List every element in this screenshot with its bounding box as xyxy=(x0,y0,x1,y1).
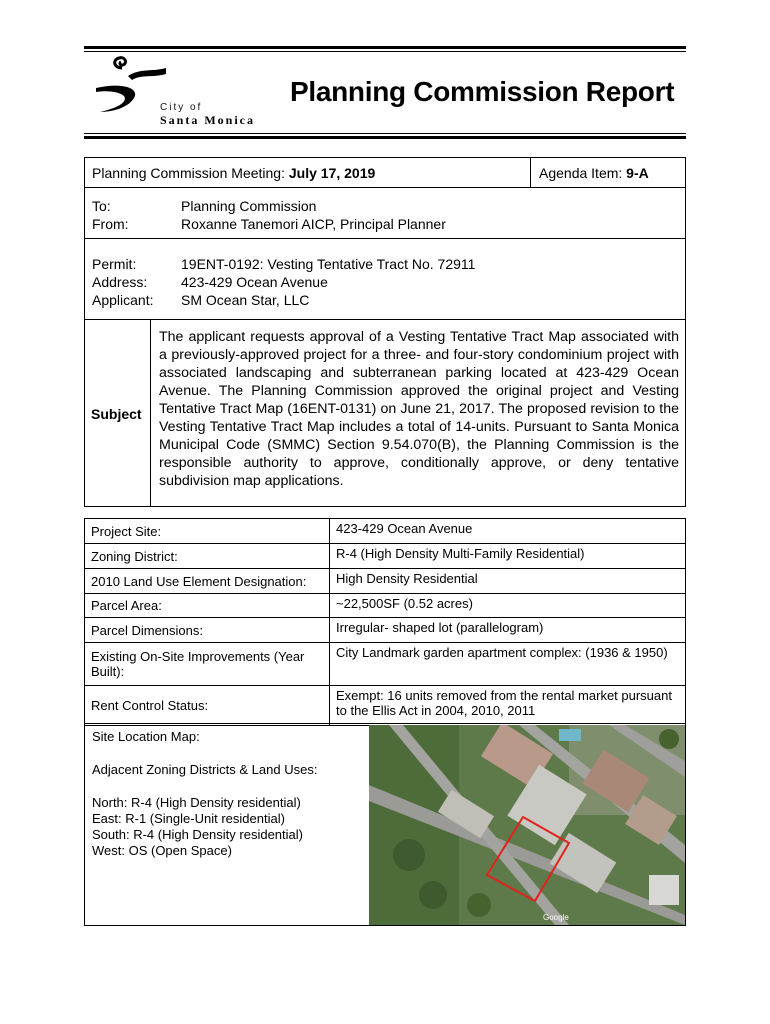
adjacent-north: North: R-4 (High Density residential) xyxy=(92,795,301,810)
from-line xyxy=(92,215,446,233)
site-location-cell xyxy=(84,723,686,926)
meeting-divider xyxy=(530,158,531,187)
table-label-cell: Parcel Dimensions: xyxy=(85,618,330,643)
table-label-cell: Existing On-Site Improvements (Year Built): xyxy=(85,643,330,686)
applicant-line xyxy=(92,291,309,309)
table-row xyxy=(85,594,686,618)
agenda-value: 9-A xyxy=(626,165,649,181)
meeting-label: Planning Commission Meeting: xyxy=(92,165,285,181)
aerial-site-map xyxy=(369,725,685,925)
map-attribution: Google xyxy=(543,913,569,922)
from-value: Roxanne Tanemori AICP, Principal Planner xyxy=(181,216,446,232)
adjacent-south: South: R-4 (High Density residential) xyxy=(92,827,303,842)
routing-row xyxy=(84,187,686,239)
address-line xyxy=(92,273,328,291)
city-logo xyxy=(92,54,282,130)
from-label: From: xyxy=(92,216,129,232)
logo-santa-monica-text: Santa Monica xyxy=(160,113,256,127)
table-value-cell: 423-429 Ocean Avenue xyxy=(330,519,686,544)
table-value-cell: City Landmark garden apartment complex: (1936 & 1950) xyxy=(330,643,686,686)
table-value-cell: R-4 (High Density Multi-Family Residential) xyxy=(330,544,686,569)
permit-value: 19ENT-0192: Vesting Tentative Tract No. 72911 xyxy=(181,256,476,272)
applicant-label: Applicant: xyxy=(92,292,154,308)
agenda-item xyxy=(539,165,649,181)
table-value-cell: Exempt: 16 units removed from the rental market pursuant to the Ellis Act in 2004, 2010, 2011 xyxy=(330,686,686,726)
permit-line xyxy=(92,255,475,273)
table-value-cell: High Density Residential xyxy=(330,569,686,594)
header-rule-bottom xyxy=(84,136,686,139)
meeting-info xyxy=(92,165,375,181)
site-location-text xyxy=(92,729,317,859)
agenda-label: Agenda Item: xyxy=(539,165,623,181)
table-label-cell: Zoning District: xyxy=(85,544,330,569)
adjacent-label: Adjacent Zoning Districts & Land Uses: xyxy=(92,762,318,777)
meeting-date: July 17, 2019 xyxy=(288,165,376,181)
table-row xyxy=(85,686,686,726)
subject-row xyxy=(84,319,686,507)
to-value: Planning Commission xyxy=(181,198,317,214)
address-label: Address: xyxy=(92,274,148,290)
logo-city-of-text: City of xyxy=(160,102,203,113)
adjacent-east: East: R-1 (Single-Unit residential) xyxy=(92,811,285,826)
table-label-cell: Rent Control Status: xyxy=(85,686,330,726)
applicant-value: SM Ocean Star, LLC xyxy=(181,292,310,308)
header-rule-top-thin xyxy=(84,51,686,52)
subject-text: The applicant requests approval of a Vesting Tentative Tract Map associated with a previously-approved project for a three- and four-story condominium project with associated landscaping and subterranean parking located at 423-429 Ocean Avenue. The Planning Commission approved the original project and Vesting Tentative Tract Map (16ENT-0131) on June 21, 2017. The proposed revision to the Vesting Tentative Tract Map includes a total of 14-units. Pursuant to Santa Monica Municipal Code (SMMC) Section 9.54.070(B), the Planning Commission is the responsible authority to approve, conditionally approve, or deny tentative subdivision map applications. xyxy=(159,329,679,489)
to-line xyxy=(92,197,316,215)
table-label-cell: Parcel Area: xyxy=(85,594,330,618)
header-rule-top xyxy=(84,46,686,49)
adjacent-west: West: OS (Open Space) xyxy=(92,843,232,858)
subject-divider xyxy=(150,320,151,506)
table-row xyxy=(85,643,686,686)
permit-row xyxy=(84,238,686,320)
table-row xyxy=(85,618,686,643)
address-value: 423-429 Ocean Avenue xyxy=(181,274,328,290)
to-label: To: xyxy=(92,198,111,214)
project-info-table xyxy=(84,518,686,726)
table-value-cell: ~22,500SF (0.52 acres) xyxy=(330,594,686,618)
table-label-cell: 2010 Land Use Element Designation: xyxy=(85,569,330,594)
meeting-row xyxy=(84,157,686,188)
table-row xyxy=(85,519,686,544)
table-label-cell: Project Site: xyxy=(85,519,330,544)
site-map-label: Site Location Map: xyxy=(92,729,200,744)
table-row xyxy=(85,569,686,594)
permit-label: Permit: xyxy=(92,256,137,272)
page-title: Planning Commission Report xyxy=(290,76,675,107)
aerial-map-image xyxy=(369,725,685,925)
table-row xyxy=(85,544,686,569)
table-value-cell: Irregular- shaped lot (parallelogram) xyxy=(330,618,686,643)
header-rule-bottom-thin xyxy=(84,133,686,134)
subject-label: Subject xyxy=(91,406,142,422)
